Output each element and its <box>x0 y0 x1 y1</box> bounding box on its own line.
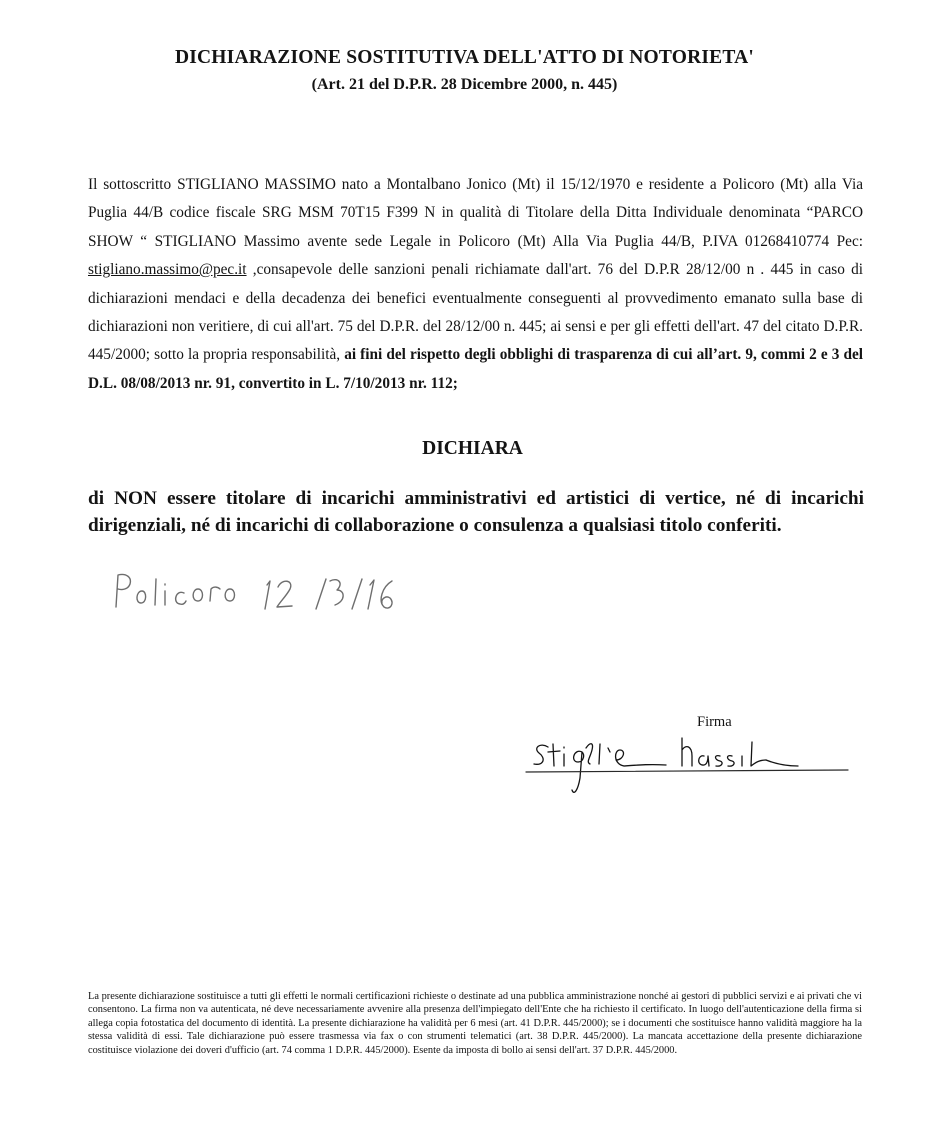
handwritten-signature <box>520 728 850 798</box>
document-title: DICHIARAZIONE SOSTITUTIVA DELL'ATTO DI NOTORIETA' <box>174 47 755 68</box>
declare-heading: DICHIARA <box>422 438 523 459</box>
declarant-statement <box>88 171 863 398</box>
statement-continuation: ,consapevole delle sanzioni penali richiamate dall'art. 76 del D.P.R 28/12/00 n . 445 in caso di dichiarazioni mendaci e della decadenza dei benefici eventualmente conseguenti al provvedimento emanato sulla base di dichiarazioni non veritiere, di cui all'art. 75 del D.P.R. del 28/12/00 n. 445; ai sensi e per gli effetti dell'art. 47 del citato D.P.R. 445/2000; sotto la propria responsabilità, <box>88 261 863 364</box>
pec-email-link[interactable]: stigliano.massimo@pec.it <box>88 261 247 279</box>
statement-intro: Il sottoscritto STIGLIANO MASSIMO nato a Montalbano Jonico (Mt) il 15/12/1970 e residente a Policoro (Mt) alla Via Puglia 44/B codice fiscale SRG MSM 70T15 F399 N in qualità di Titolare della Ditta Individuale denominata “PARCO SHOW “ STIGLIANO Massimo avente sede Legale in Policoro (Mt) Alla Via Puglia 44/B, P.IVA 01268410774 Pec: <box>88 176 863 250</box>
declaration-text: di NON essere titolare di incarichi amministrativi ed artistici di vertice, né di incarichi dirigenziali, né di incarichi di collaborazione o consulenza a qualsiasi titolo conferiti. <box>88 488 864 536</box>
legal-footnote: La presente dichiarazione sostituisce a tutti gli effetti le normali certificazioni richieste o destinate ad una pubblica amministrazione nonché ai gestori di pubblici servizi e ai privati che vi consentono. La firma non va autenticata, né deve necessariamente avvenire alla presenza dell'impiegato dell'Ente che ha richiesto il certificato. In luogo dell'autenticazione della firma si allega copia fotostatica del documento di identità. La presente dichiarazione ha validità per 6 mesi (art. 41 D.P.R. 445/2000); se i documenti che sostituisce hanno validità maggiore ha la stessa validità di essi. Tale dichiarazione può essere trasmessa via fax o con strumenti telematici (art. 38 D.P.R. 445/2000). La mancata accettazione della presente dichiarazione costituisce violazione dei doveri d'ufficio (art. 74 comma 1 D.P.R. 445/2000). Esente da imposta di bollo ai sensi dell'art. 37 D.P.R. 445/2000. <box>88 991 862 1056</box>
handwritten-place-date <box>112 565 402 620</box>
document-subtitle: (Art. 21 del D.P.R. 28 Dicembre 2000, n. 445) <box>311 76 618 93</box>
signature-label: Firma <box>697 714 732 730</box>
statement-bold-clause: ai fini del rispetto degli obblighi di trasparenza di cui all’art. 9, commi 2 e 3 del D.L. 08/08/2013 nr. 91, convertito in L. 7/10/2013 nr. 112; <box>88 346 863 392</box>
